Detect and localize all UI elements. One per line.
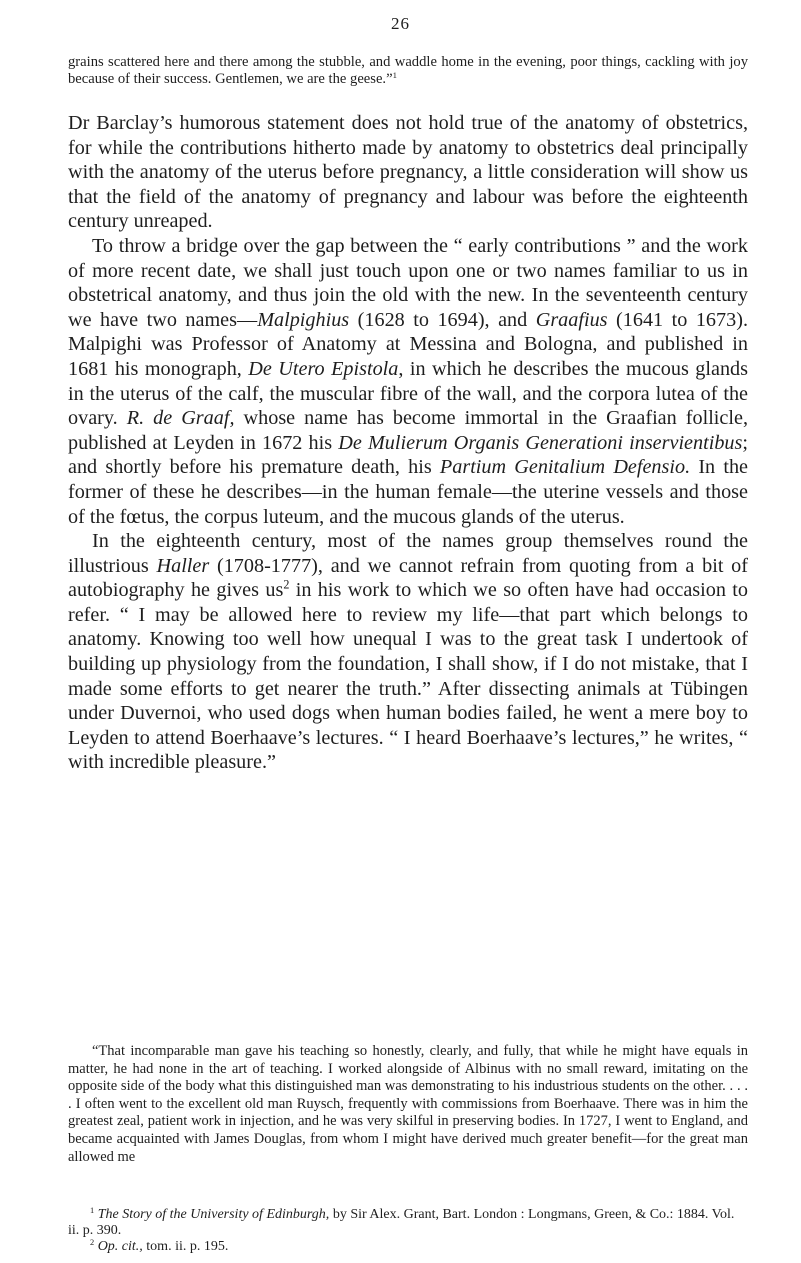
name-graafius: Graafius [535,308,608,331]
footnote-2 [68,1239,748,1255]
page-number: 26 [391,14,410,33]
paragraph-bridge [68,234,748,529]
text-run: in his work to which we so often have had occasion to refer. “ I may be allowed here to review my life—that part which belongs to anatomy. Knowing too well how unequal I was to the great task I undertook of building up physiology from the foundation, I shall show, if I do not mistake, that I made some efforts to get nearer the truth.” After dissecting animals at Tübingen under Duvernoi, who used dogs when human bodies failed, he went a mere boy to Leyden to attend Boerhaave’s lectures. “ I heard Boerhaave’s lectures,” he writes, “ with incredible pleasure.” [68,579,749,774]
text-run: To throw a bridge over the gap between the “ early contributions ” and the work of more recent date, we shall just touch upon one or two names familiar to us in obstetrical anatomy, and thus join the old with the new. In the seventeenth century we have two names— [68,234,748,331]
footnote-text: by Sir Alex. Grant, Bart. London : Longmans, Green, & Co.: 1884. Vol. ii. p. 390. [68,1207,735,1238]
text-run: (1641 to 1673). Malpighi was Professor of Anatomy at Messina and Bologna, and published in 1681 his monograph, [68,308,748,380]
title-de-utero: De Utero Epistola [248,357,399,380]
name-haller: Haller [156,554,210,577]
main-text [68,111,748,775]
name-de-graaf: R. de Graaf, [126,407,235,430]
footnote-ref-2: 2 [283,578,290,593]
block-quote [68,1043,748,1166]
continued-paragraph [68,54,748,88]
text-run: ; and shortly before his premature death, his [68,431,748,479]
continued-text: grains scattered here and there among the stubble, and waddle home in the evening, poor things, cackling with joy because of their success. Gentlemen, we are the geese.” [68,54,748,87]
title-partium: Partium Genitalium Defensio. [439,456,691,479]
text-run: In the former of these he describes—in the human female—the uterine vessels and those of the fœtus, the corpus luteum, and the mucous glands of the uterus. [68,456,749,528]
footnote-1 [68,1207,748,1239]
footnote-ref-1: 1 [392,69,397,80]
text-run: (1708-1777), and we cannot refrain from quoting from a bit of autobiography he gives us [68,554,748,602]
footnote-title: The Story of the University of Edinburgh, [97,1207,330,1222]
footnote-text: tom. ii. p. 195. [142,1239,229,1254]
text-run: whose name has become immortal in the Graafian follicle, published at Leyden in 1672 his [68,407,748,454]
footnote-mark: 2 [90,1237,95,1247]
footnotes [68,1207,748,1255]
paragraph-text: Dr Barclay’s humorous statement does not hold true of the anatomy of obstetrics, for while the contributions hitherto made by anatomy to obstetrics deal principally with the anatomy of the uterus before pregnancy, a little consideration will show us that the field of the anatomy of pregnancy and labour was before the eighteenth century unreaped. [68,112,748,233]
footnote-title: Op. cit., [97,1239,143,1254]
paragraph-haller [68,529,748,775]
text-run: (1628 to 1694), and [349,308,536,331]
text-run: , in which he describes the mucous glands in the uterus of the calf, the muscular fibre of the wall, and the corpora lutea of the ovary. [68,357,748,430]
footnote-mark: 1 [90,1205,95,1215]
quote-text: “That incomparable man gave his teaching so honestly, clearly, and fully, that while he might have equals in matter, he had none in the art of teaching. I worked alongside of Albinus with no small reward, imitating on the opposite side of the body what this distinguished man was demonstrating to his industrious students on the other. . . . . I often went to the excellent old man Ruysch, frequently with commissions from Boerhaave. There was in him the greatest zeal, patient work in injection, and he was very skilful in preserving bodies. In 1727, I went to England, and became acquainted with James Douglas, from whom I might have derived much greater benefit—for the great man allowed me [68,1043,748,1165]
paragraph-barclay [68,111,748,234]
title-de-mulierum: De Mulierum Organis Generationi inservientibus [338,431,743,454]
text-run: In the eighteenth century, most of the names group themselves round the illustrious [68,530,748,577]
name-malpighius: Malpighius [257,308,350,331]
